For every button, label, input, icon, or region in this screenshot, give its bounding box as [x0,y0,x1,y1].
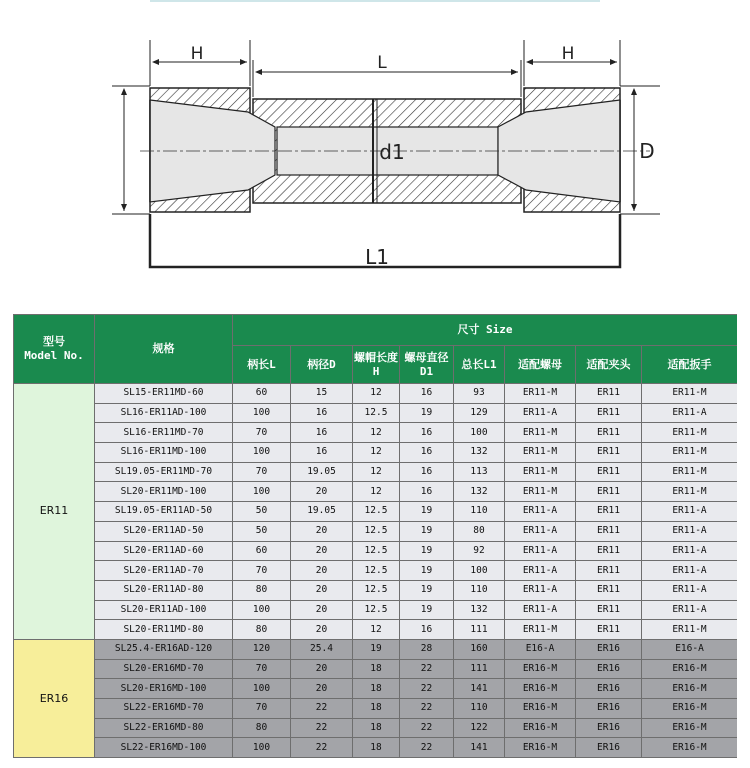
cell-nut-diameter: 19 [400,541,454,561]
cell-shank-length: 80 [233,620,291,640]
cell-fit-collet: ER11 [576,620,642,640]
cell-fit-wrench: ER11-M [642,423,738,443]
cell-total-length: 113 [454,462,505,482]
col-header-total-length: 总长L1 [454,346,505,384]
cell-total-length: 132 [454,443,505,463]
cell-nut-length: 19 [353,639,400,659]
cell-fit-wrench: ER11-A [642,403,738,423]
size-table [13,314,737,758]
cell-fit-collet: ER11 [576,600,642,620]
col-header-nut-length: 螺帽长度H [353,346,400,384]
cell-shank-diameter: 16 [291,423,353,443]
cell-total-length: 92 [454,541,505,561]
cell-shank-length: 80 [233,718,291,738]
cell-spec: SL19.05-ER11MD-70 [95,462,233,482]
cell-nut-diameter: 19 [400,403,454,423]
cell-shank-diameter: 22 [291,738,353,758]
h-left-label: H [190,44,204,64]
cell-nut-diameter: 19 [400,502,454,522]
cell-fit-collet: ER16 [576,718,642,738]
cell-nut-length: 12 [353,384,400,404]
cell-fit-wrench: ER11-M [642,384,738,404]
cell-nut-diameter: 16 [400,384,454,404]
table-row [14,462,738,482]
cell-shank-length: 100 [233,403,291,423]
cell-total-length: 100 [454,423,505,443]
cell-total-length: 132 [454,482,505,502]
cell-fit-wrench: ER11-A [642,502,738,522]
table-row [14,561,738,581]
cell-nut-diameter: 19 [400,580,454,600]
cell-fit-nut: E16-A [505,639,576,659]
cell-spec: SL22-ER16MD-70 [95,699,233,719]
cell-fit-collet: ER11 [576,521,642,541]
cell-fit-wrench: ER11-M [642,462,738,482]
col-header-nut-diameter: 螺母直径D1 [400,346,454,384]
cell-fit-wrench: ER16-M [642,699,738,719]
table-row [14,738,738,758]
table-row [14,502,738,522]
col-header-fit-wrench: 适配扳手 [642,346,738,384]
cell-fit-wrench: ER16-M [642,738,738,758]
cell-shank-diameter: 22 [291,699,353,719]
cell-nut-length: 12.5 [353,541,400,561]
cell-fit-wrench: ER11-M [642,443,738,463]
table-row [14,423,738,443]
cell-shank-diameter: 20 [291,580,353,600]
model-header-cn: 型号 [43,335,65,348]
l1-label: L1 [365,245,389,269]
cell-shank-diameter: 19.05 [291,462,353,482]
cell-spec: SL20-ER11AD-70 [95,561,233,581]
cell-nut-diameter: 22 [400,699,454,719]
cell-shank-length: 70 [233,699,291,719]
cell-fit-nut: ER11-M [505,482,576,502]
cell-nut-diameter: 19 [400,600,454,620]
cell-nut-length: 12.5 [353,580,400,600]
cell-shank-length: 70 [233,423,291,443]
table-row [14,718,738,738]
col-header-shank-diameter: 柄径D [291,346,353,384]
cell-spec: SL15-ER11MD-60 [95,384,233,404]
cell-shank-length: 70 [233,561,291,581]
cell-fit-collet: ER16 [576,659,642,679]
cell-shank-length: 120 [233,639,291,659]
cell-total-length: 129 [454,403,505,423]
cell-shank-length: 100 [233,679,291,699]
cell-fit-collet: ER16 [576,699,642,719]
cell-fit-wrench: ER11-A [642,561,738,581]
cell-spec: SL16-ER11MD-70 [95,423,233,443]
table-row [14,384,738,404]
cell-nut-length: 12 [353,620,400,640]
cell-nut-diameter: 16 [400,482,454,502]
cell-fit-nut: ER11-M [505,462,576,482]
cell-fit-collet: ER11 [576,561,642,581]
table-row [14,659,738,679]
size-table-container [13,314,737,768]
cell-fit-wrench: ER11-A [642,580,738,600]
cell-nut-length: 12.5 [353,600,400,620]
cell-shank-length: 50 [233,502,291,522]
cell-nut-diameter: 16 [400,423,454,443]
cell-spec: SL22-ER16MD-100 [95,738,233,758]
cell-nut-length: 12.5 [353,403,400,423]
col-header-shank-length: 柄长L [233,346,291,384]
model-cell: ER16 [14,639,95,757]
table-row [14,679,738,699]
cell-shank-diameter: 16 [291,443,353,463]
cell-shank-diameter: 25.4 [291,639,353,659]
col-header-fit-collet: 适配夹头 [576,346,642,384]
cell-spec: SL20-ER11MD-80 [95,620,233,640]
h-right-label: H [561,44,575,64]
cell-spec: SL20-ER11AD-50 [95,521,233,541]
cell-shank-diameter: 20 [291,620,353,640]
cell-total-length: 110 [454,580,505,600]
table-row [14,699,738,719]
cell-shank-diameter: 20 [291,482,353,502]
cell-shank-length: 50 [233,521,291,541]
table-row [14,521,738,541]
cell-fit-collet: ER16 [576,738,642,758]
cell-spec: SL20-ER11AD-60 [95,541,233,561]
cell-fit-nut: ER16-M [505,699,576,719]
cell-nut-length: 12.5 [353,521,400,541]
cell-total-length: 111 [454,620,505,640]
cell-nut-diameter: 22 [400,738,454,758]
cell-shank-length: 60 [233,541,291,561]
cell-fit-wrench: ER11-M [642,620,738,640]
table-row [14,443,738,463]
model-header-en: Model No. [24,349,84,362]
cell-total-length: 122 [454,718,505,738]
cell-total-length: 110 [454,699,505,719]
cell-fit-wrench: ER11-A [642,521,738,541]
cell-total-length: 100 [454,561,505,581]
cell-total-length: 111 [454,659,505,679]
cell-nut-diameter: 22 [400,718,454,738]
cell-nut-diameter: 19 [400,521,454,541]
cell-nut-length: 12 [353,482,400,502]
cell-nut-diameter: 22 [400,659,454,679]
cell-fit-collet: ER11 [576,482,642,502]
cell-fit-collet: ER11 [576,580,642,600]
cell-nut-length: 18 [353,659,400,679]
cell-shank-length: 100 [233,443,291,463]
cell-fit-nut: ER11-M [505,443,576,463]
cell-nut-length: 12.5 [353,561,400,581]
cell-nut-diameter: 16 [400,620,454,640]
cell-fit-collet: ER11 [576,502,642,522]
cell-fit-nut: ER11-A [505,502,576,522]
table-row [14,639,738,659]
cell-shank-length: 70 [233,462,291,482]
l-label: L [377,53,387,73]
col-header-fit-nut: 适配螺母 [505,346,576,384]
cell-fit-collet: ER11 [576,423,642,443]
cell-spec: SL20-ER11AD-100 [95,600,233,620]
cell-shank-diameter: 20 [291,541,353,561]
model-header [14,315,95,384]
cell-fit-wrench: ER16-M [642,659,738,679]
cell-nut-diameter: 28 [400,639,454,659]
cell-shank-diameter: 16 [291,403,353,423]
cell-fit-wrench: E16-A [642,639,738,659]
cell-fit-nut: ER16-M [505,659,576,679]
cell-fit-wrench: ER11-A [642,541,738,561]
cell-fit-collet: ER16 [576,679,642,699]
table-row [14,600,738,620]
cell-shank-diameter: 20 [291,659,353,679]
cell-fit-collet: ER11 [576,384,642,404]
table-body [14,384,738,758]
d-label: D [639,139,655,163]
cell-fit-wrench: ER16-M [642,718,738,738]
cell-shank-diameter: 20 [291,521,353,541]
cell-fit-collet: ER11 [576,462,642,482]
cell-total-length: 141 [454,738,505,758]
cell-nut-diameter: 19 [400,561,454,581]
cell-shank-length: 80 [233,580,291,600]
cell-fit-nut: ER11-A [505,541,576,561]
model-cell: ER11 [14,384,95,640]
cell-fit-nut: ER11-M [505,423,576,443]
cell-shank-length: 100 [233,600,291,620]
cell-nut-diameter: 22 [400,679,454,699]
cell-fit-nut: ER11-A [505,580,576,600]
cell-nut-length: 12 [353,462,400,482]
cell-shank-length: 70 [233,659,291,679]
cell-fit-nut: ER16-M [505,738,576,758]
cell-nut-length: 18 [353,679,400,699]
size-group-header: 尺寸 Size [233,315,738,346]
cell-spec: SL19.05-ER11AD-50 [95,502,233,522]
cell-fit-collet: ER11 [576,541,642,561]
table-row [14,620,738,640]
cell-spec: SL16-ER11MD-100 [95,443,233,463]
cell-nut-diameter: 16 [400,462,454,482]
cell-fit-collet: ER16 [576,639,642,659]
cell-fit-nut: ER11-A [505,600,576,620]
cell-spec: SL20-ER16MD-70 [95,659,233,679]
cell-nut-length: 18 [353,718,400,738]
table-row [14,403,738,423]
table-row [14,482,738,502]
cell-fit-nut: ER11-M [505,384,576,404]
cell-shank-diameter: 20 [291,561,353,581]
cell-fit-wrench: ER11-A [642,600,738,620]
cell-shank-diameter: 20 [291,679,353,699]
cell-fit-wrench: ER11-M [642,482,738,502]
d1-label: d1 [379,140,405,164]
cell-fit-wrench: ER16-M [642,679,738,699]
table-row [14,541,738,561]
cell-total-length: 132 [454,600,505,620]
cell-spec: SL25.4-ER16AD-120 [95,639,233,659]
cell-spec: SL20-ER11MD-100 [95,482,233,502]
cell-spec: SL16-ER11AD-100 [95,403,233,423]
cell-total-length: 80 [454,521,505,541]
cell-fit-nut: ER16-M [505,718,576,738]
cell-shank-diameter: 20 [291,600,353,620]
cell-fit-collet: ER11 [576,403,642,423]
cell-fit-nut: ER11-A [505,561,576,581]
cell-nut-diameter: 16 [400,443,454,463]
cell-fit-nut: ER11-M [505,620,576,640]
cell-spec: SL20-ER11AD-80 [95,580,233,600]
cell-total-length: 160 [454,639,505,659]
cell-shank-length: 100 [233,738,291,758]
cell-total-length: 110 [454,502,505,522]
cell-nut-length: 12 [353,423,400,443]
cell-nut-length: 12.5 [353,502,400,522]
technical-drawing [0,0,750,300]
cell-shank-diameter: 19.05 [291,502,353,522]
cell-shank-diameter: 15 [291,384,353,404]
cell-nut-length: 12 [353,443,400,463]
cell-total-length: 93 [454,384,505,404]
cell-shank-diameter: 22 [291,718,353,738]
cell-nut-length: 18 [353,738,400,758]
spec-header: 规格 [95,315,233,384]
cell-total-length: 141 [454,679,505,699]
cell-spec: SL22-ER16MD-80 [95,718,233,738]
cell-fit-collet: ER11 [576,443,642,463]
cell-shank-length: 100 [233,482,291,502]
cell-fit-nut: ER16-M [505,679,576,699]
cell-fit-nut: ER11-A [505,403,576,423]
cell-nut-length: 18 [353,699,400,719]
cell-shank-length: 60 [233,384,291,404]
cell-spec: SL20-ER16MD-100 [95,679,233,699]
table-row [14,580,738,600]
cell-fit-nut: ER11-A [505,521,576,541]
